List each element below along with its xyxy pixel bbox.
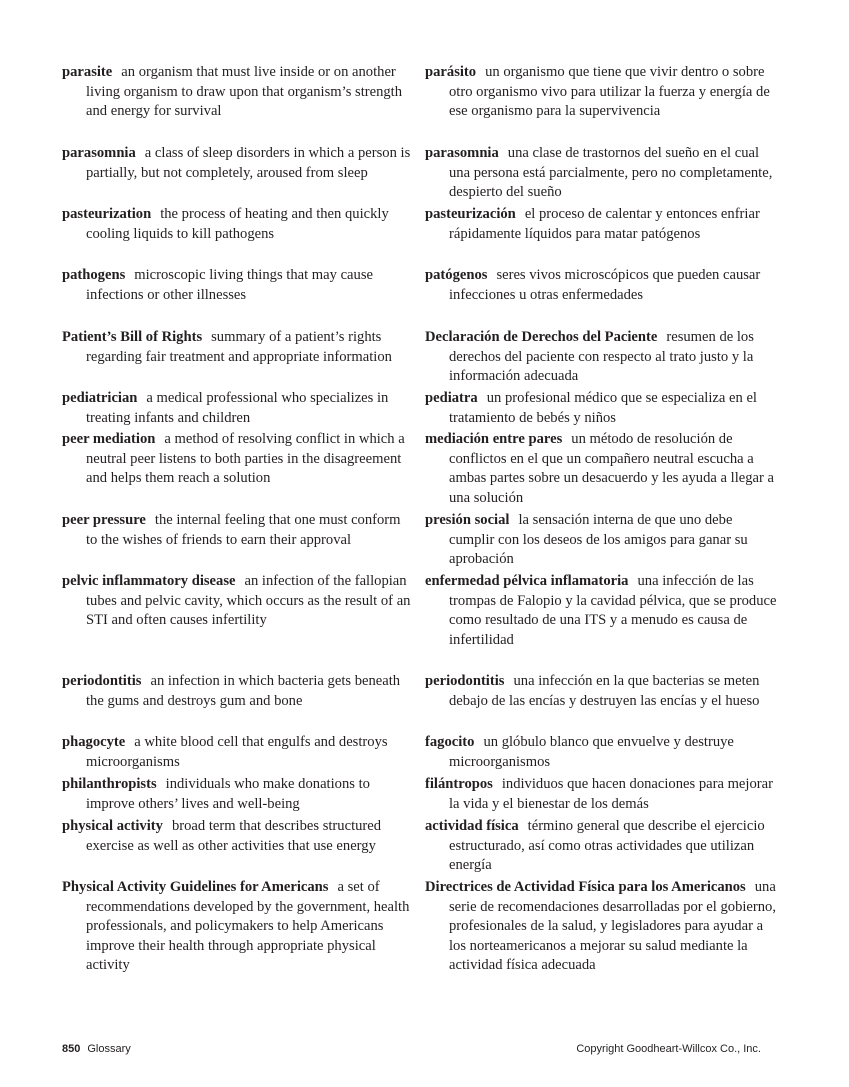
- definition: the process of heating and then quickly cooling liquids to kill pathogens: [86, 206, 389, 242]
- glossary-entry: [425, 817, 777, 876]
- definition: individuals who make donations to improve others’ lives and well-being: [86, 776, 370, 812]
- glossary-entry: [62, 266, 414, 305]
- glossary-entry: [425, 63, 777, 122]
- glossary-entry: [425, 205, 777, 244]
- page-number: 850: [62, 1043, 81, 1055]
- definition: la sensación interna de que uno debe cumplir con los deseos de los amigos para ganar su aprobación: [449, 512, 748, 567]
- term: peer pressure: [62, 512, 146, 528]
- glossary-entry: [425, 389, 777, 428]
- glossary-entry: [425, 733, 777, 772]
- definition: an infection in which bacteria gets beneath the gums and destroys gum and bone: [86, 673, 401, 709]
- copyright-notice: Copyright Goodheart-Willcox Co., Inc.: [576, 1043, 761, 1055]
- definition: el proceso de calentar y entonces enfriar rápidamente líquidos para matar patógenos: [449, 206, 760, 242]
- definition: una infección de las trompas de Falopio y la cavidad pélvica, que se produce como resultado de una ITS y a menudo es causa de infertilidad: [449, 573, 777, 648]
- definition: a set of recommendations developed by the government, health professionals, and policymakers to help Americans improve their health through appropriate physical activity: [86, 879, 410, 973]
- glossary-entry: [62, 63, 414, 122]
- term: filántropos: [425, 776, 493, 792]
- term: pasteurization: [62, 206, 152, 222]
- glossary-entry: [425, 144, 777, 203]
- term: presión social: [425, 512, 510, 528]
- term: pelvic inflammatory disease: [62, 573, 236, 589]
- definition: seres vivos microscópicos que pueden causar infecciones u otras enfermedades: [449, 267, 761, 303]
- term: Patient’s Bill of Rights: [62, 329, 203, 345]
- definition: microscopic living things that may cause infections or other illnesses: [86, 267, 373, 303]
- term: Physical Activity Guidelines for Americans: [62, 879, 329, 895]
- glossary-entry: [425, 266, 777, 305]
- glossary-entry: [62, 672, 414, 711]
- term: parasomnia: [62, 145, 136, 161]
- glossary-entry: [425, 672, 777, 711]
- glossary-entry: [62, 205, 414, 244]
- definition: una infección en la que bacterias se meten debajo de las encías y destruyen las encías y el hueso: [449, 673, 760, 709]
- term: philanthropists: [62, 776, 157, 792]
- term: pathogens: [62, 267, 126, 283]
- definition: a method of resolving conflict in which a neutral peer listens to both parties in the disagreement and helps them reach a solution: [86, 431, 405, 486]
- glossary-entry: [425, 430, 777, 508]
- term: periodontitis: [62, 673, 142, 689]
- glossary-entry: [425, 775, 777, 814]
- definition: una clase de trastornos del sueño en el cual una persona está parcialmente, pero no completamente, despierto del sueño: [449, 145, 773, 200]
- term: mediación entre pares: [425, 431, 563, 447]
- glossary-entry: [62, 144, 414, 183]
- term: pediatra: [425, 390, 478, 406]
- definition: a class of sleep disorders in which a person is partially, but not completely, aroused from sleep: [86, 145, 411, 181]
- term: peer mediation: [62, 431, 156, 447]
- definition: summary of a patient’s rights regarding fair treatment and appropriate information: [86, 329, 392, 365]
- glossary-entry: [425, 328, 777, 387]
- definition: broad term that describes structured exercise as well as other activities that use energy: [86, 818, 382, 854]
- page-footer-left: [62, 1043, 131, 1055]
- term: fagocito: [425, 734, 475, 750]
- definition: a white blood cell that engulfs and destroys microorganisms: [86, 734, 388, 770]
- definition: an infection of the fallopian tubes and pelvic cavity, which occurs as the result of an STI and often causes infertility: [86, 573, 411, 628]
- term: parasomnia: [425, 145, 499, 161]
- definition: resumen de los derechos del paciente con respecto al trato justo y la información adecuada: [449, 329, 754, 384]
- glossary-entry: [62, 878, 414, 976]
- definition: an organism that must live inside or on another living organism to draw upon that organism’s strength and energy for survival: [86, 64, 403, 119]
- term: Declaración de Derechos del Paciente: [425, 329, 658, 345]
- definition: a medical professional who specializes in treating infants and children: [86, 390, 389, 426]
- definition: un profesional médico que se especializa en el tratamiento de bebés y niños: [449, 390, 757, 426]
- glossary-entry: [62, 817, 414, 856]
- term: phagocyte: [62, 734, 126, 750]
- glossary-entry: [62, 389, 414, 428]
- definition: the internal feeling that one must conform to the wishes of friends to earn their approval: [86, 512, 401, 548]
- glossary-entry: [62, 572, 414, 631]
- term: physical activity: [62, 818, 163, 834]
- glossary-entry: [62, 775, 414, 814]
- glossary-entry: [62, 733, 414, 772]
- definition: un organismo que tiene que vivir dentro o sobre otro organismo vivo para utilizar la fuerza y energía de ese organismo para la supervivencia: [449, 64, 770, 119]
- section-label: Glossary: [87, 1043, 131, 1055]
- glossary-entry: [425, 572, 777, 650]
- definition: individuos que hacen donaciones para mejorar la vida y el bienestar de los demás: [449, 776, 773, 812]
- glossary-entry: [62, 328, 414, 367]
- term: Directrices de Actividad Física para los Americanos: [425, 879, 746, 895]
- term: patógenos: [425, 267, 488, 283]
- definition: término general que describe el ejercicio estructurado, así como otras actividades que utilizan energía: [449, 818, 765, 873]
- term: enfermedad pélvica inflamatoria: [425, 573, 629, 589]
- term: periodontitis: [425, 673, 505, 689]
- term: pasteurización: [425, 206, 516, 222]
- definition: una serie de recomendaciones desarrolladas por el gobierno, profesionales de la salud, y legisladores para ayudar a los norteamericanos a mejorar su salud mediante la actividad física adecuada: [449, 879, 777, 973]
- definition: un glóbulo blanco que envuelve y destruye microorganismos: [449, 734, 734, 770]
- glossary-entry: [425, 878, 777, 976]
- term: parásito: [425, 64, 477, 80]
- term: actividad física: [425, 818, 519, 834]
- term: parasite: [62, 64, 113, 80]
- glossary-entry: [425, 511, 777, 570]
- glossary-entry: [62, 430, 414, 489]
- term: pediatrician: [62, 390, 138, 406]
- definition: un método de resolución de conflictos en el que un compañero neutral escucha a ambas partes sobre un desacuerdo y les ayuda a llegar a una solución: [449, 431, 774, 506]
- glossary-entry: [62, 511, 414, 550]
